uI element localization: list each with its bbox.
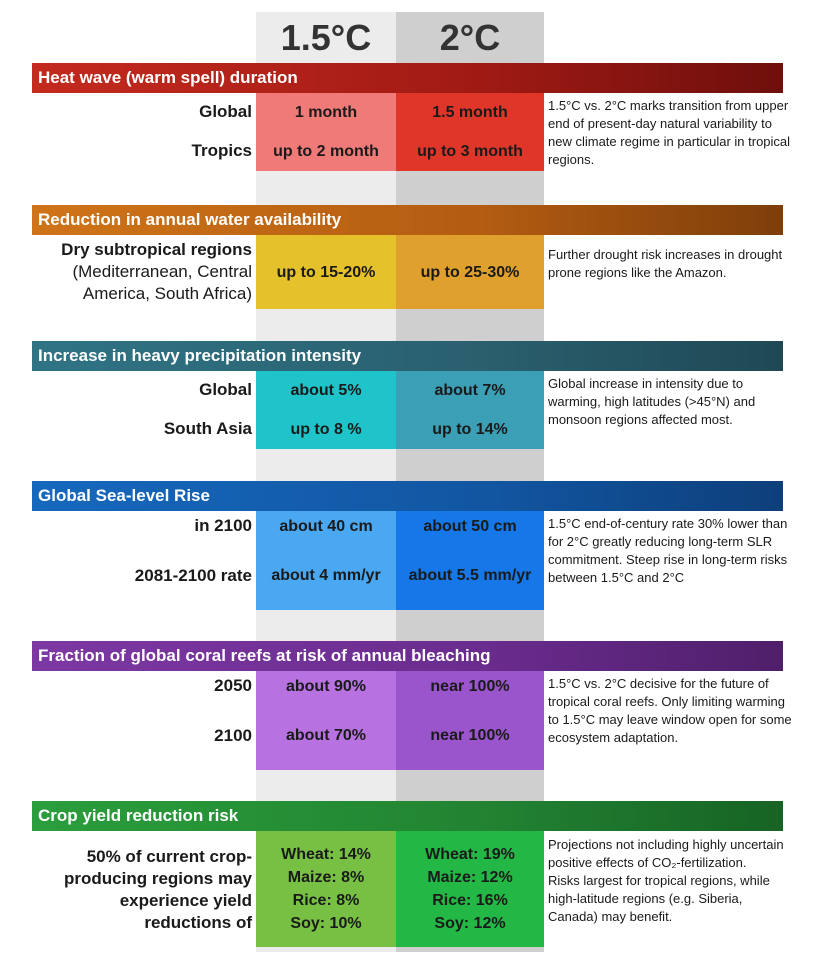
section-band-water [32,205,783,235]
note-heat-wave: 1.5°C vs. 2°C marks transition from upper end of present-day natural variability to new climate regime in particular in tropical regions. [548,98,791,167]
row-label-precip-south-asia: South Asia [163,419,252,438]
cell-heat-tropics-1-5: up to 2 month [256,131,396,171]
section-title-heat-wave: Heat wave (warm spell) duration [38,68,298,87]
row-label-crop-line1: 50% of current crop- [86,847,252,866]
note-sea-level: 1.5°C end-of-century rate 30% lower than for 2°C greatly reducing long-term SLR commitment. Steep rise in long-term risks between 1.5°C and 2°C [548,516,788,585]
row-label-sea-rate: 2081-2100 rate [134,565,252,585]
row-label-dry-subtropical [30,235,252,309]
cell-coral-2050-1-5: about 90% [256,671,396,701]
column-header-2c: 2°C [439,17,501,58]
section-title-water: Reduction in annual water availability [38,210,342,229]
cell-heat-global-1-5: 1 month [256,93,396,131]
cell-heat-tropics-2: up to 3 month [396,131,544,171]
section-band-precipitation [32,341,783,371]
note-coral: 1.5°C vs. 2°C decisive for the future of tropical coral reefs. Only limiting warming to 1.5°C may leave window open for some ecosystem adaptation. [548,676,792,745]
cell-coral-2050-2: near 100% [396,671,544,701]
row-label-crop-line4: reductions of [144,913,252,932]
cell-precip-global-1-5: about 5% [256,371,396,409]
row-label-crop-line2: producing regions may [64,869,252,888]
section-band-coral [32,641,783,671]
cell-precip-south-asia-1-5: up to 8 % [256,409,396,449]
note-crop [548,836,792,926]
row-label-sea-2100: in 2100 [194,516,252,535]
column-header-1-5c: 1.5°C [280,17,372,58]
cell-sea-rate-2: about 5.5 mm/yr [396,541,544,610]
cell-precip-global-2: about 7% [396,371,544,409]
row-label-dry-subtropical-line1: Dry subtropical regions [61,240,252,259]
cell-water-1-5: up to 15-20% [256,235,396,309]
crop-2-maize: Maize: 12% [427,869,513,886]
note-crop-paragraph-2: Risks largest for tropical regions, while high-latitude regions (e.g. Siberia, Canada) may benefit. [548,873,770,924]
section-band-sea-level [32,481,783,511]
row-label-crop [30,844,252,936]
crop-1-5-maize: Maize: 8% [287,869,365,886]
row-label-coral-2050: 2050 [214,676,252,695]
row-label-dry-subtropical-line2: (Mediterranean, Central [72,262,252,281]
cell-sea-rate-1-5: about 4 mm/yr [256,541,396,610]
section-title-coral: Fraction of global coral reefs at risk of annual bleaching [38,646,491,665]
crop-2-rice: Rice: 16% [432,892,508,909]
row-label-precip-global: Global [199,380,252,399]
section-title-crop: Crop yield reduction risk [38,806,239,825]
cell-water-2: up to 25-30% [396,235,544,309]
crop-1-5-rice: Rice: 8% [292,892,360,909]
row-label-dry-subtropical-line3: America, South Africa) [82,284,252,303]
crop-2-wheat: Wheat: 19% [425,846,515,863]
row-label-coral-2100: 2100 [214,725,252,745]
crop-1-5-soy: Soy: 10% [290,915,362,932]
section-title-precipitation: Increase in heavy precipitation intensity [38,346,362,365]
cell-coral-2100-1-5: about 70% [256,701,396,770]
cell-sea-2100-1-5: about 40 cm [256,511,396,541]
row-label-crop-line3: experience yield [119,891,252,910]
crop-1-5-wheat: Wheat: 14% [281,846,371,863]
row-label-heat-tropics: Tropics [191,141,252,160]
row-label-heat-global: Global [199,102,252,121]
section-band-heat-wave [32,63,783,93]
cell-coral-2100-2: near 100% [396,701,544,770]
note-precipitation: Global increase in intensity due to warming, high latitudes (>45°N) and monsoon regions affected most. [548,376,756,427]
cell-precip-south-asia-2: up to 14% [396,409,544,449]
cell-crop-2 [396,831,544,947]
cell-crop-1-5 [256,831,396,947]
cell-sea-2100-2: about 50 cm [396,511,544,541]
crop-2-soy: Soy: 12% [434,915,506,932]
note-crop-paragraph-1: Projections not including highly uncertain positive effects of CO₂-fertilization. [548,837,784,870]
note-water: Further drought risk increases in drought prone regions like the Amazon. [548,247,783,280]
section-title-sea-level: Global Sea-level Rise [38,486,210,505]
section-band-crop [32,801,783,831]
cell-heat-global-2: 1.5 month [396,93,544,131]
